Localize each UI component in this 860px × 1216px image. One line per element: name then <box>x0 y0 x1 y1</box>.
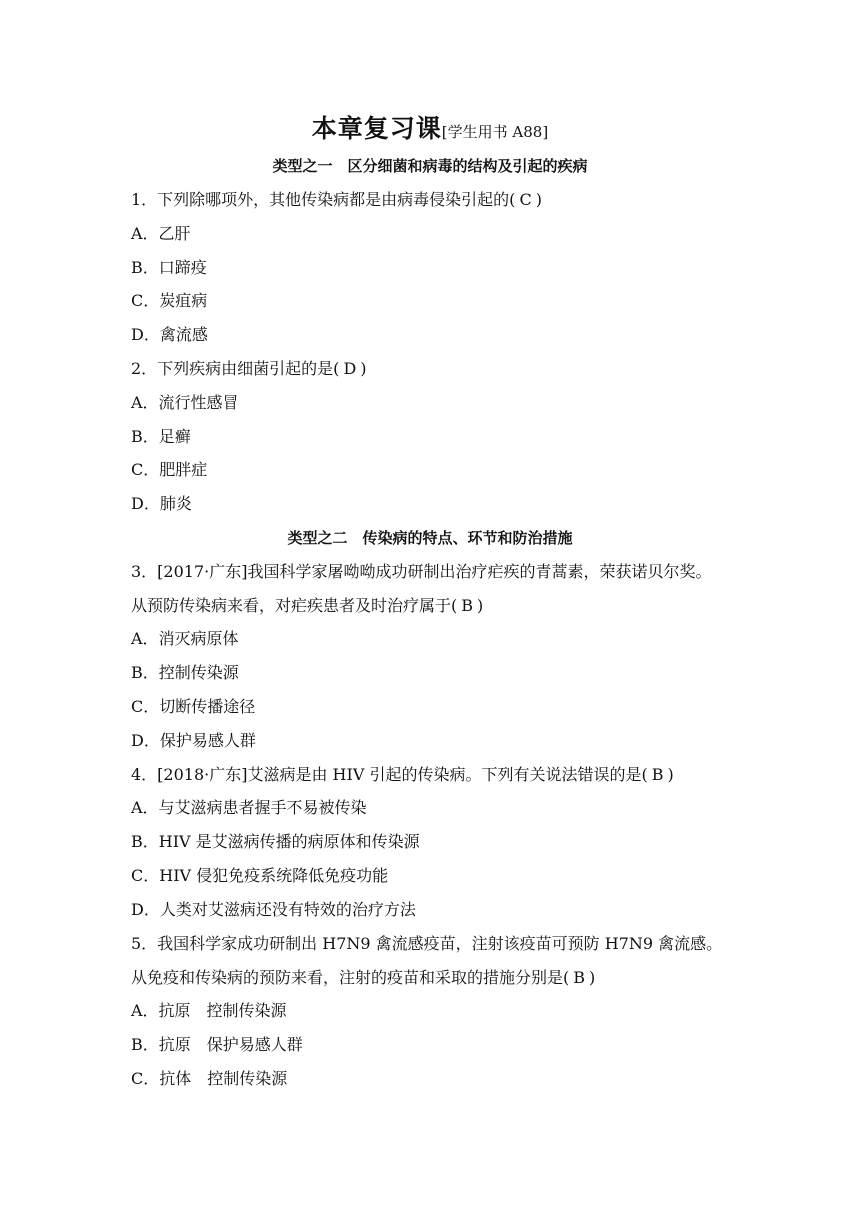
section-heading-1: 类型之一 区分细菌和病毒的结构及引起的疾病 <box>272 157 588 175</box>
question-2-option-d: D．肺炎 <box>131 494 192 513</box>
question-2-option-b: B．足癣 <box>131 427 191 446</box>
question-5-stem-text: 从免疫和传染病的预防来看，注射的疫苗和采取的措施分别是( <box>131 968 570 987</box>
question-1-option-d: D．禽流感 <box>131 325 208 344</box>
question-3-stem-text: 从预防传染病来看，对疟疾患者及时治疗属于( <box>131 596 458 615</box>
question-2-option-c: C．肥胖症 <box>131 460 208 479</box>
question-1-stem-text: 1．下列除哪项外，其他传染病都是由病毒侵染引起的( <box>131 190 516 209</box>
page-title <box>0 112 860 149</box>
question-4-stem-text: 4．[2018·广东]艾滋病是由 HIV 引起的传染病。下列有关说法错误的是( <box>131 765 648 784</box>
question-4-option-d: D．人类对艾滋病还没有特效的治疗方法 <box>131 900 416 919</box>
question-2-stem-text: 2．下列疾病由细菌引起的是( <box>131 359 340 378</box>
question-1-answer: C <box>519 190 532 209</box>
question-4-answer: B <box>651 765 664 784</box>
question-5-option-c: C．抗体 控制传染源 <box>131 1069 288 1088</box>
question-1-option-c: C．炭疽病 <box>131 291 208 310</box>
question-2-stem <box>131 358 367 380</box>
question-3-option-d: D．保护易感人群 <box>131 731 256 750</box>
question-5-option-b: B．抗原 保护易感人群 <box>131 1035 303 1054</box>
question-5-option-a: A．抗原 控制传染源 <box>131 1001 287 1020</box>
question-3-option-c: C．切断传播途径 <box>131 697 256 716</box>
question-2-close: ) <box>360 359 367 378</box>
question-4-option-c: C．HIV 侵犯免疫系统降低免疫功能 <box>131 866 389 885</box>
question-1-stem <box>131 189 542 211</box>
question-3-option-b: B．控制传染源 <box>131 663 239 682</box>
question-1-option-b: B．口蹄疫 <box>131 258 207 277</box>
question-5-answer: B <box>573 968 586 987</box>
question-4-close: ) <box>667 765 674 784</box>
section-heading-2: 类型之二 传染病的特点、环节和防治措施 <box>287 529 573 547</box>
question-2-option-a: A．流行性感冒 <box>131 393 239 412</box>
title-book-reference: [学生用书 A88] <box>441 123 549 141</box>
question-1-option-a: A．乙肝 <box>131 224 191 243</box>
question-3-answer: B <box>461 596 474 615</box>
question-3-close: ) <box>477 596 484 615</box>
title-main: 本章复习课 <box>311 114 442 143</box>
question-3-stem: 3．[2017·广东]我国科学家屠呦呦成功研制出治疗疟疾的青蒿素，荣获诺贝尔奖。 <box>131 562 712 581</box>
question-4-option-a: A．与艾滋病患者握手不易被传染 <box>131 798 367 817</box>
question-3-stem-line2 <box>131 595 483 617</box>
question-5-stem-line2 <box>131 967 595 989</box>
question-4-option-b: B．HIV 是艾滋病传播的病原体和传染源 <box>131 832 420 851</box>
question-5-stem: 5．我国科学家成功研制出 H7N9 禽流感疫苗，注射该疫苗可预防 H7N9 禽流感。 <box>131 934 723 953</box>
question-1-close: ) <box>535 190 542 209</box>
question-3-option-a: A．消灭病原体 <box>131 629 239 648</box>
question-2-answer: D <box>343 359 357 378</box>
question-4-stem <box>131 764 674 786</box>
question-5-close: ) <box>589 968 596 987</box>
